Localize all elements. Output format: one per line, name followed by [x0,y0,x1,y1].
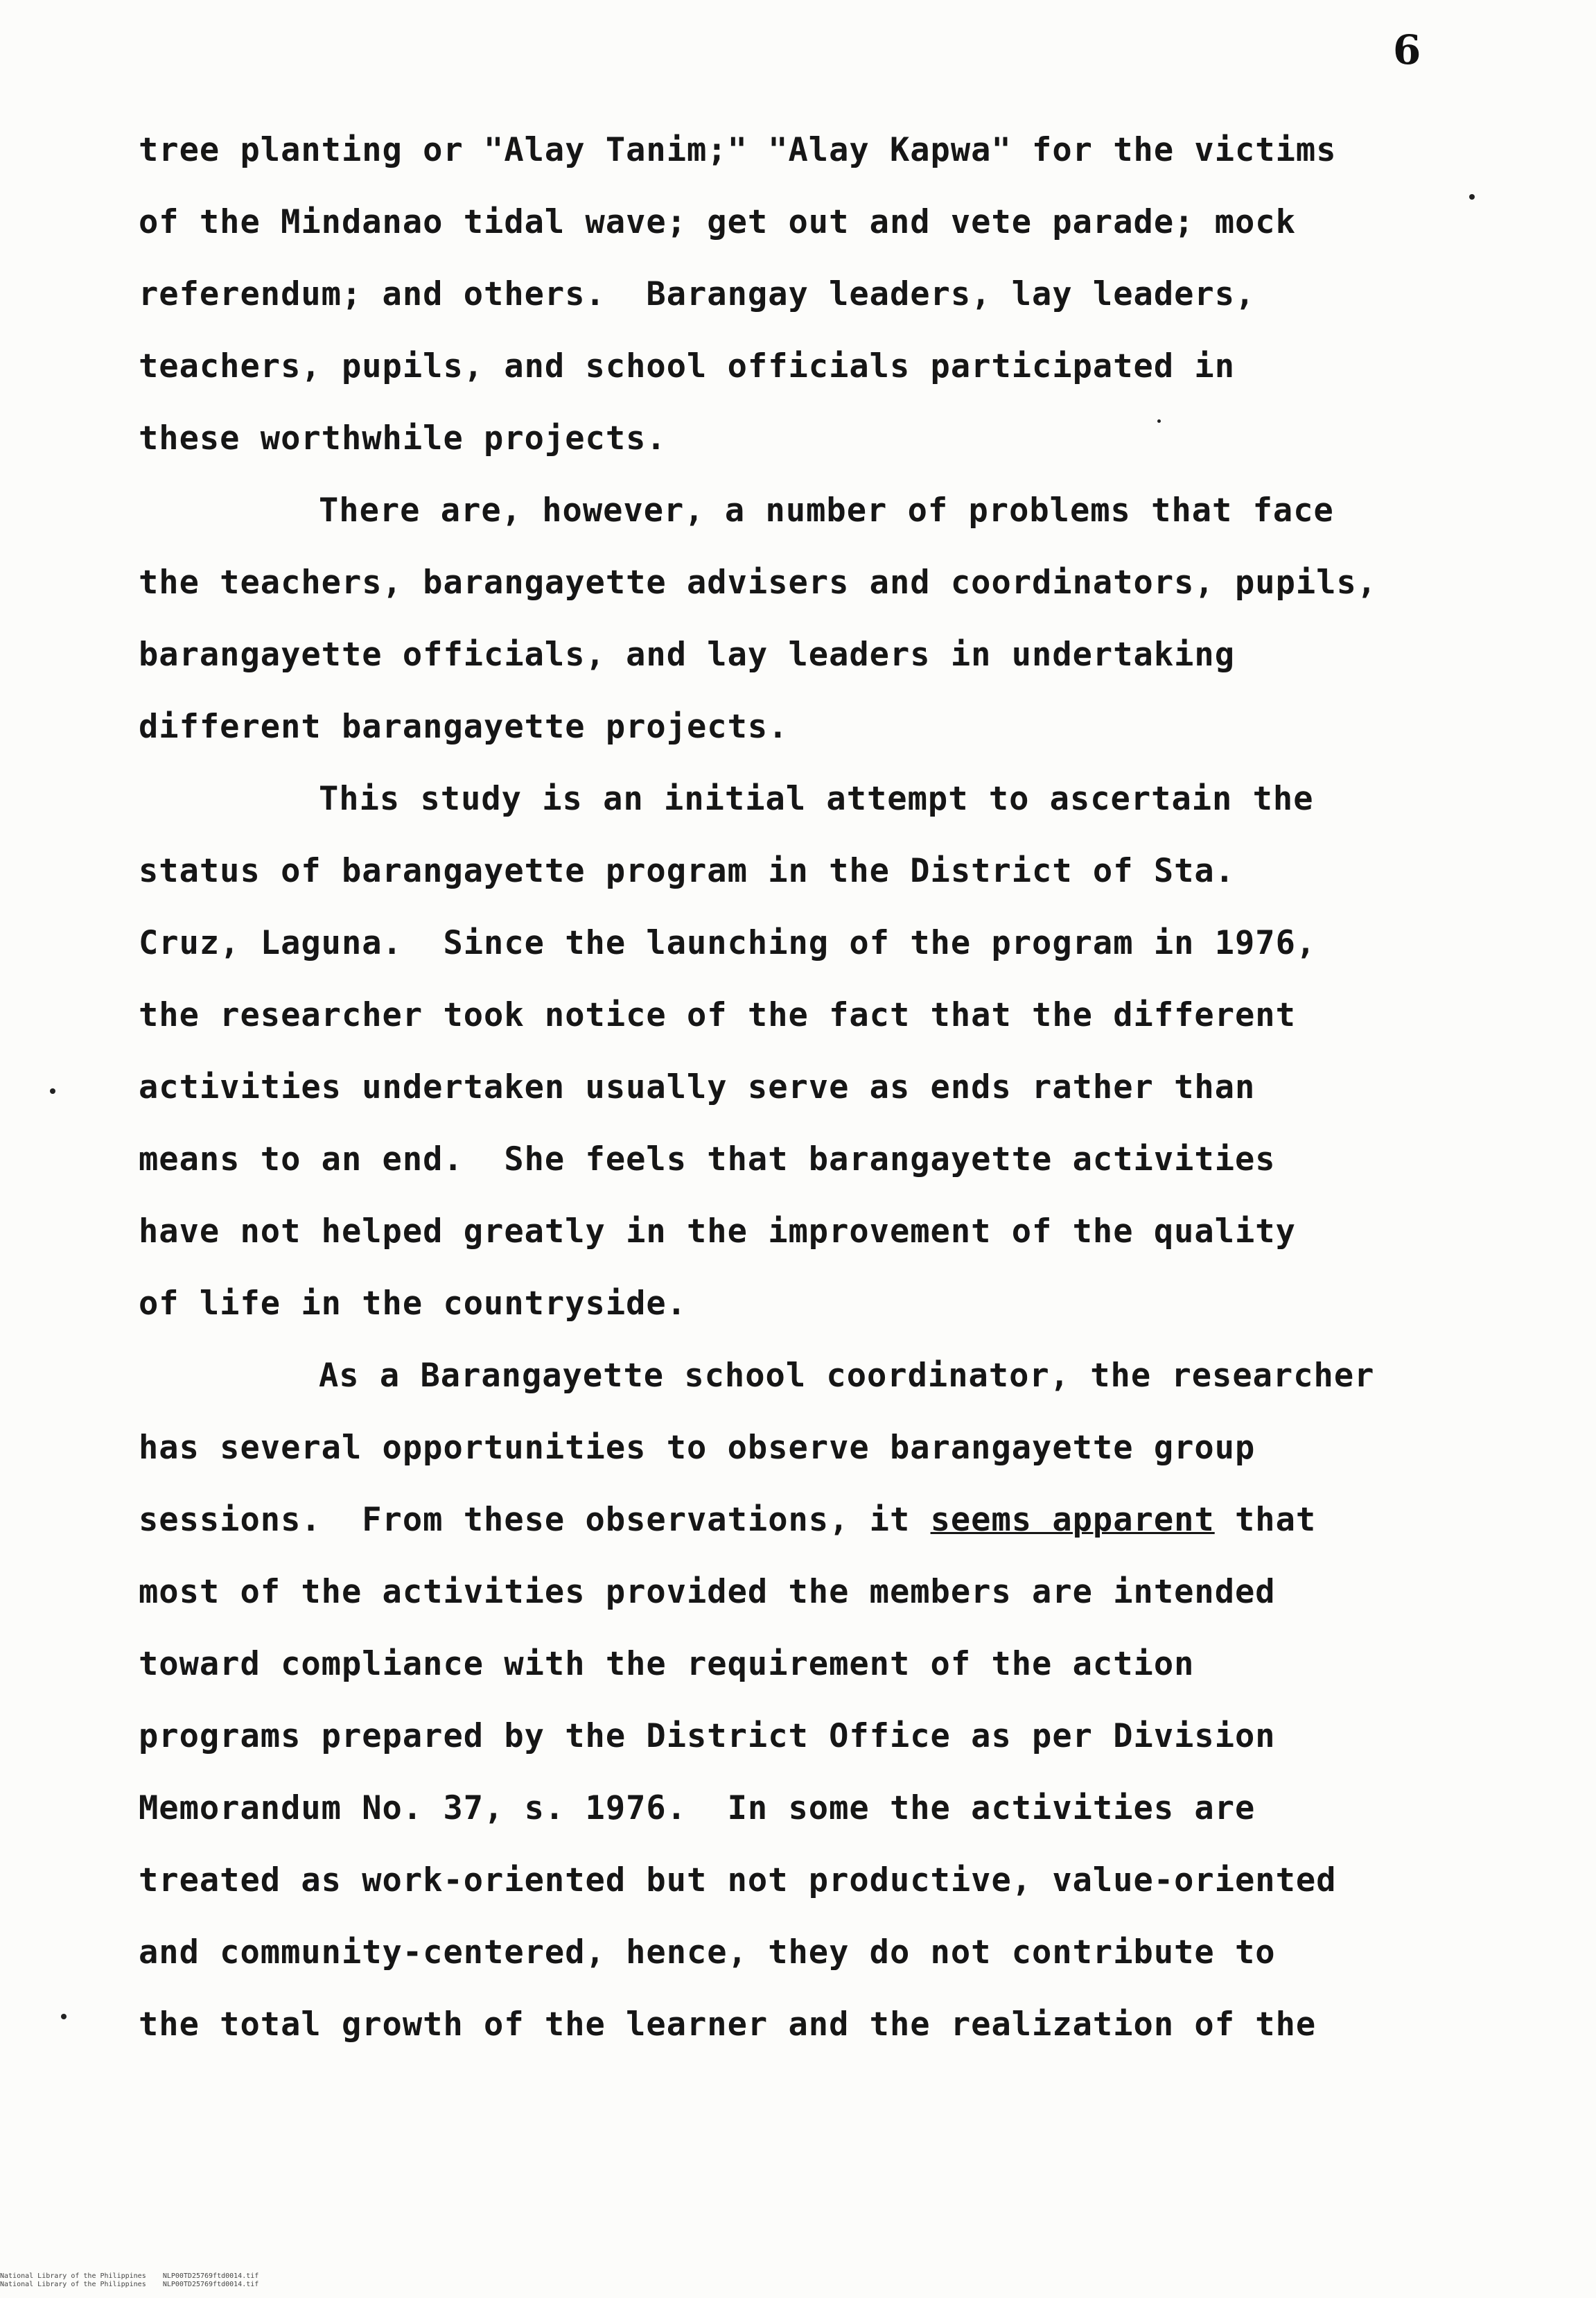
scan-footer [0,2272,258,2289]
text-line: referendum; and others. Barangay leaders, lay leaders, [139,275,1256,313]
text-line: of life in the countryside. [139,1285,687,1323]
text-line: and community-centered, hence, they do not contribute to [139,1933,1276,1971]
text-line-end: that [1214,1501,1317,1539]
text-line: have not helped greatly in the improvement of the quality [139,1212,1296,1251]
text-line: Cruz, Laguna. Since the launching of the program in 1976, [139,924,1317,962]
paragraph-start-line: As a Barangayette school coordinator, the researcher [319,1357,1375,1395]
scan-speck [61,2014,67,2019]
page-number: 6 [1393,26,1421,73]
text-line: barangayette officials, and lay leaders in undertaking [139,636,1236,674]
text-line: different barangayette projects. [139,708,789,746]
footer-library-name: National Library of the Philippines [0,2272,146,2280]
text-line: most of the activities provided the members are intended [139,1573,1276,1611]
text-line [139,1484,1455,1556]
text-line: activities undertaken usually serve as ends rather than [139,1068,1256,1106]
scan-speck [50,1088,55,1094]
text-line: the teachers, barangayette advisers and coordinators, pupils, [139,564,1378,602]
text-line: has several opportunities to observe barangayette group [139,1429,1256,1467]
footer-file-name: NLP00TD25769ftd0014.tif [162,2272,259,2280]
text-line: status of barangayette program in the District of Sta. [139,852,1236,890]
footer-library-name: National Library of the Philippines [0,2281,146,2288]
text-line: the researcher took notice of the fact that the different [139,996,1296,1034]
text-line: these worthwhile projects. [139,419,667,458]
footer-row [0,2281,258,2289]
footer-file-name: NLP00TD25769ftd0014.tif [162,2281,259,2288]
underlined-phrase: seems apparent [930,1501,1215,1539]
text-line: treated as work-oriented but not productive, value-oriented [139,1861,1337,1899]
text-line: toward compliance with the requirement of the action [139,1645,1195,1683]
text-line: of the Mindanao tidal wave; get out and vete parade; mock [139,203,1296,241]
text-line: teachers, pupils, and school officials participated in [139,347,1236,385]
text-line: programs prepared by the District Office as per Division [139,1717,1276,1755]
scan-speck [1157,419,1161,423]
text-line: tree planting or "Alay Tanim;" "Alay Kapwa" for the victims [139,131,1337,169]
text-line: Memorandum No. 37, s. 1976. In some the activities are [139,1789,1256,1827]
scan-speck [1469,194,1475,200]
footer-row [0,2272,258,2281]
text-line: means to an end. She feels that barangayette activities [139,1140,1276,1178]
paragraph-start-line: This study is an initial attempt to ascertain the [319,780,1314,818]
paragraph-start-line: There are, however, a number of problems that face [319,491,1334,530]
text-line: the total growth of the learner and the realization of the [139,2005,1317,2044]
text-line-start: sessions. From these observations, it [139,1501,931,1539]
body-text [139,114,1455,2061]
